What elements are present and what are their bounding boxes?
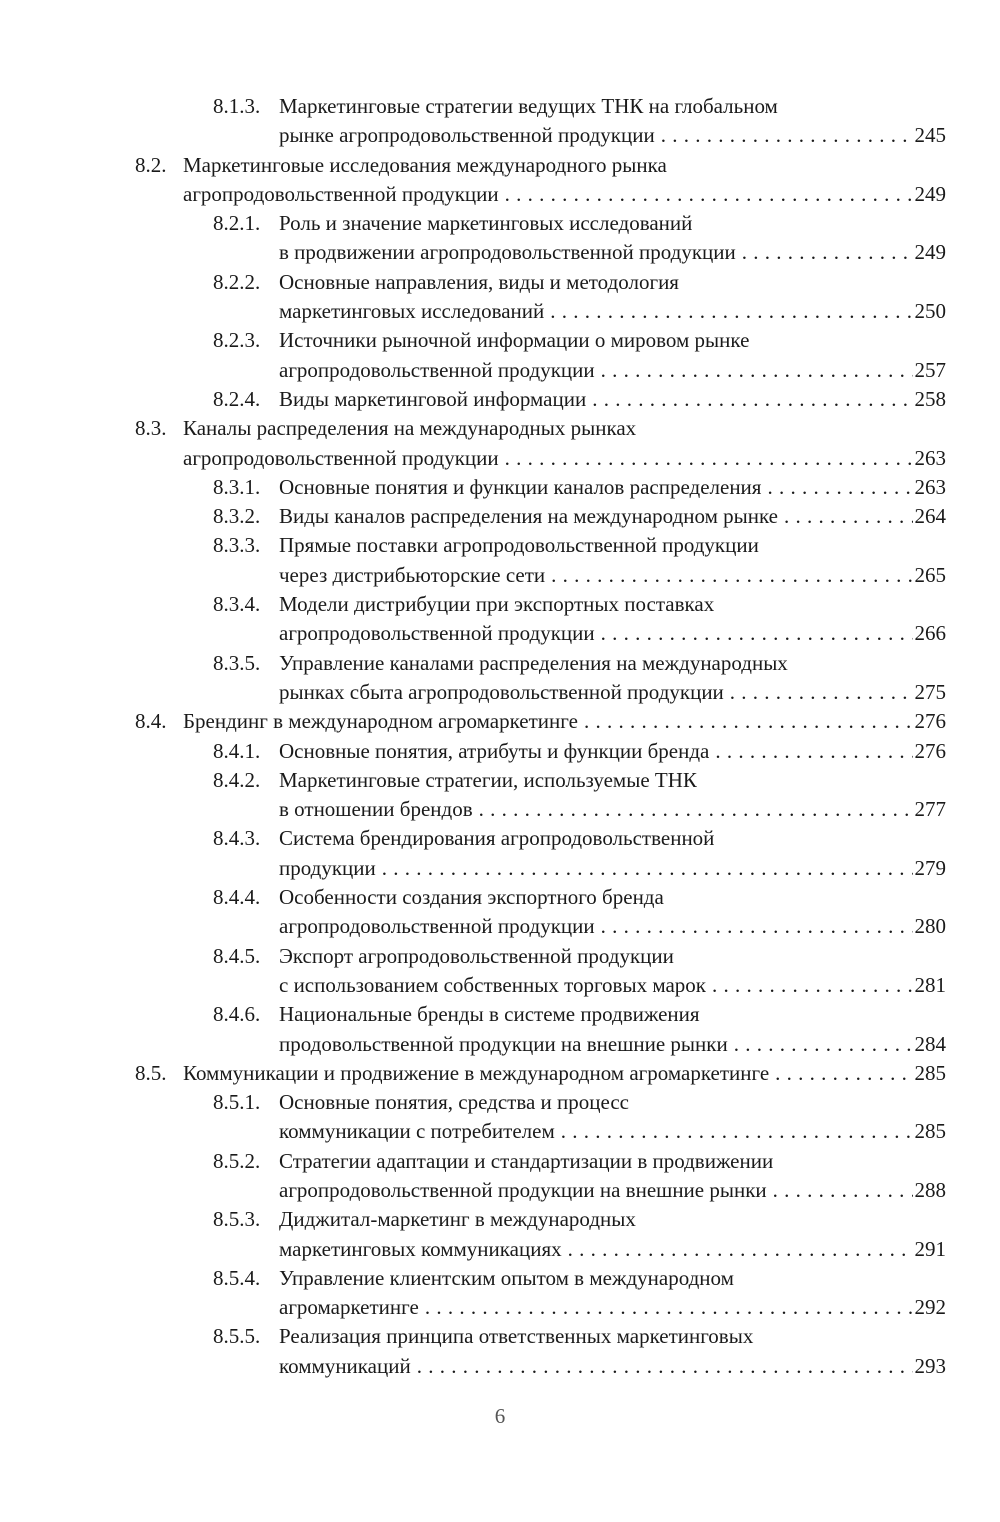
toc-entry-page: 277 xyxy=(914,797,946,822)
toc-entry-page: 249 xyxy=(914,240,946,265)
toc-entry-last-line xyxy=(279,1176,946,1205)
toc-entry-last-line xyxy=(279,473,946,502)
toc-entry-last-line xyxy=(279,1352,946,1381)
toc-subsection-entry xyxy=(135,824,946,883)
toc-subsection-entry xyxy=(135,1000,946,1059)
toc-entry-last-line xyxy=(279,619,946,648)
toc-entry-body xyxy=(279,209,946,268)
toc-entry-body xyxy=(279,385,946,414)
toc-entry-number: 8.4.2. xyxy=(213,767,261,792)
toc-entry-body xyxy=(279,1322,946,1381)
toc-dot-leader xyxy=(586,385,912,414)
toc-dot-leader xyxy=(767,1176,913,1205)
toc-entry-title: Коммуникации и продвижение в международном агромаркетинге xyxy=(183,1060,770,1085)
toc-entry-number: 8.4. xyxy=(135,709,167,734)
toc-section-entry xyxy=(135,1059,946,1088)
toc-dot-leader xyxy=(499,444,913,473)
toc-entry-body xyxy=(279,268,946,327)
toc-entry-last-line xyxy=(279,1117,946,1146)
toc-subsection-entry xyxy=(135,473,946,502)
toc-entry-title: Основные понятия, атрибуты и функции бренда xyxy=(279,738,710,763)
toc-entry-page: 257 xyxy=(914,357,946,382)
toc-entry-title-line: Основные понятия, средства и процесс xyxy=(279,1090,629,1115)
toc-subsection-entry xyxy=(135,766,946,825)
toc-entry-body xyxy=(279,92,946,151)
toc-entry-number: 8.5.1. xyxy=(213,1090,261,1115)
toc-dot-leader xyxy=(545,561,912,590)
toc-entry-page: 284 xyxy=(914,1031,946,1056)
toc-entry-number: 8.5.4. xyxy=(213,1265,261,1290)
toc-entry-page: 280 xyxy=(914,914,946,939)
toc-subsection-entry xyxy=(135,531,946,590)
toc-entry-page: 263 xyxy=(914,474,946,499)
toc-entry-title: продукции xyxy=(279,855,376,880)
toc-subsection-entry xyxy=(135,1147,946,1206)
toc-entry-title-line: Стратегии адаптации и стандартизации в продвижении xyxy=(279,1148,774,1173)
toc-entry-title: через дистрибьюторские сети xyxy=(279,562,546,587)
toc-entry-number: 8.4.6. xyxy=(213,1002,261,1027)
toc-dot-leader xyxy=(736,238,913,267)
page-number: 6 xyxy=(494,1404,506,1428)
toc-subsection-entry xyxy=(135,1322,946,1381)
toc-entry-number: 8.3.4. xyxy=(213,592,261,617)
toc-entry-body xyxy=(279,766,946,825)
toc-entry-last-line xyxy=(183,444,946,473)
toc-entry-title: коммуникации с потребителем xyxy=(279,1119,555,1144)
toc-subsection-entry xyxy=(135,1205,946,1264)
toc-entry-last-line xyxy=(183,1059,946,1088)
toc-subsection-entry xyxy=(135,92,946,151)
toc-dot-leader xyxy=(769,1059,912,1088)
toc-entry-last-line xyxy=(279,1235,946,1264)
toc-entry-body xyxy=(279,942,946,1001)
toc-dot-leader xyxy=(578,707,913,736)
toc-entry-page: 281 xyxy=(914,972,946,997)
toc-entry-last-line xyxy=(279,502,946,531)
toc-entry-body xyxy=(279,1264,946,1323)
toc-entry-number: 8.5. xyxy=(135,1060,167,1085)
toc-subsection-entry xyxy=(135,326,946,385)
toc-dot-leader xyxy=(499,180,913,209)
toc-entry-title-line: Роль и значение маркетинговых исследований xyxy=(279,211,693,236)
toc-entry-page: 263 xyxy=(914,445,946,470)
toc-entry-number: 8.2.2. xyxy=(213,269,261,294)
toc-entry-body xyxy=(279,883,946,942)
toc-entry-last-line xyxy=(279,1030,946,1059)
toc-entry-page: 293 xyxy=(914,1353,946,1378)
toc-entry-body xyxy=(279,1088,946,1147)
toc-entry-title-line: Основные направления, виды и методология xyxy=(279,269,679,294)
toc-entry-last-line xyxy=(279,795,946,824)
toc-entry-title: Виды каналов распределения на международном рынке xyxy=(279,504,778,529)
toc-entry-body xyxy=(279,1205,946,1264)
toc-entry-title-line: Диджитал-маркетинг в международных xyxy=(279,1207,636,1232)
toc-entry-title: агропродовольственной продукции xyxy=(279,357,595,382)
toc-entry-number: 8.5.3. xyxy=(213,1207,261,1232)
toc-entry-page: 245 xyxy=(914,123,946,148)
toc-entry-page: 265 xyxy=(914,562,946,587)
toc-entry-title: агропродовольственной продукции xyxy=(279,914,595,939)
toc-entry-number: 8.2.3. xyxy=(213,328,261,353)
toc-entry-body xyxy=(183,707,946,736)
toc-section-entry xyxy=(135,707,946,736)
toc-entry-page: 285 xyxy=(914,1060,946,1085)
toc-entry-title-line: Маркетинговые исследования международного рынка xyxy=(183,152,667,177)
toc-subsection-entry xyxy=(135,737,946,766)
toc-subsection-entry xyxy=(135,883,946,942)
toc-dot-leader xyxy=(376,854,913,883)
toc-entry-body xyxy=(279,326,946,385)
toc-subsection-entry xyxy=(135,649,946,708)
toc-entry-page: 292 xyxy=(914,1295,946,1320)
toc-entry-title: продовольственной продукции на внешние рынки xyxy=(279,1031,728,1056)
toc-entry-number: 8.3.2. xyxy=(213,504,261,529)
toc-entry-last-line xyxy=(279,561,946,590)
toc-entry-last-line xyxy=(279,238,946,267)
toc-entry-number: 8.4.3. xyxy=(213,826,261,851)
toc-entry-last-line xyxy=(279,385,946,414)
toc-dot-leader xyxy=(724,678,913,707)
toc-entry-title: в отношении брендов xyxy=(279,797,473,822)
toc-entry-number: 8.3.3. xyxy=(213,533,261,558)
toc-entry-title: Основные понятия и функции каналов распределения xyxy=(279,474,762,499)
toc-entry-title: с использованием собственных торговых марок xyxy=(279,972,707,997)
toc-entry-title: агропродовольственной продукции на внешние рынки xyxy=(279,1177,767,1202)
toc-entry-title-line: Маркетинговые стратегии, используемые ТНК xyxy=(279,767,697,792)
toc-entry-number: 8.2.1. xyxy=(213,211,261,236)
toc-entry-last-line xyxy=(279,1293,946,1322)
toc-entry-last-line xyxy=(279,678,946,707)
toc-entry-page: 276 xyxy=(914,738,946,763)
table-of-contents xyxy=(135,92,946,1381)
toc-entry-title: Виды маркетинговой информации xyxy=(279,386,587,411)
toc-entry-number: 8.1.3. xyxy=(213,94,261,118)
toc-entry-last-line xyxy=(279,121,946,150)
toc-section-entry xyxy=(135,151,946,210)
toc-entry-page: 249 xyxy=(914,181,946,206)
toc-entry-number: 8.4.4. xyxy=(213,885,261,910)
toc-entry-title-line: Источники рыночной информации о мировом рынке xyxy=(279,328,750,353)
toc-entry-page: 288 xyxy=(914,1177,946,1202)
toc-entry-title: агропродовольственной продукции xyxy=(183,181,499,206)
toc-subsection-entry xyxy=(135,590,946,649)
toc-entry-body xyxy=(279,824,946,883)
toc-entry-title-line: Реализация принципа ответственных маркетинговых xyxy=(279,1324,754,1349)
toc-subsection-entry xyxy=(135,1088,946,1147)
toc-entry-body xyxy=(279,473,946,502)
toc-entry-last-line xyxy=(279,356,946,385)
toc-dot-leader xyxy=(655,121,913,150)
toc-entry-title: маркетинговых исследований xyxy=(279,299,545,324)
toc-entry-body xyxy=(279,649,946,708)
toc-dot-leader xyxy=(728,1030,913,1059)
toc-entry-body xyxy=(183,151,946,210)
toc-section-entry xyxy=(135,414,946,473)
toc-entry-title-line: Экспорт агропродовольственной продукции xyxy=(279,943,674,968)
toc-entry-body xyxy=(279,502,946,531)
toc-entry-body xyxy=(183,414,946,473)
toc-entry-page: 276 xyxy=(914,709,946,734)
toc-entry-number: 8.4.5. xyxy=(213,943,261,968)
toc-entry-title: агромаркетинге xyxy=(279,1295,419,1320)
toc-entry-number: 8.3. xyxy=(135,416,167,441)
toc-entry-title-line: Модели дистрибуции при экспортных поставках xyxy=(279,592,715,617)
toc-entry-last-line xyxy=(279,912,946,941)
toc-entry-last-line xyxy=(279,971,946,1000)
toc-entry-number: 8.4.1. xyxy=(213,738,261,763)
toc-entry-title: рынке агропродовольственной продукции xyxy=(279,123,655,148)
toc-subsection-entry xyxy=(135,502,946,531)
toc-dot-leader xyxy=(544,297,912,326)
toc-subsection-entry xyxy=(135,942,946,1001)
toc-entry-page: 258 xyxy=(914,386,946,411)
toc-entry-page: 264 xyxy=(914,504,946,529)
toc-entry-page: 285 xyxy=(914,1119,946,1144)
toc-subsection-entry xyxy=(135,268,946,327)
toc-entry-title-line: Прямые поставки агропродовольственной продукции xyxy=(279,533,759,558)
toc-dot-leader xyxy=(595,912,913,941)
toc-entry-page: 250 xyxy=(914,299,946,324)
toc-entry-body xyxy=(279,531,946,590)
toc-entry-title-line: Управление каналами распределения на международных xyxy=(279,650,788,675)
toc-entry-body xyxy=(279,1147,946,1206)
toc-entry-title: рынках сбыта агропродовольственной продукции xyxy=(279,679,724,704)
toc-dot-leader xyxy=(555,1117,913,1146)
toc-dot-leader xyxy=(709,737,912,766)
toc-dot-leader xyxy=(562,1235,913,1264)
toc-dot-leader xyxy=(473,795,913,824)
toc-entry-number: 8.3.1. xyxy=(213,474,261,499)
toc-entry-title: коммуникаций xyxy=(279,1353,411,1378)
toc-entry-page: 291 xyxy=(914,1236,946,1261)
toc-dot-leader xyxy=(595,619,913,648)
toc-entry-body xyxy=(279,1000,946,1059)
toc-dot-leader xyxy=(706,971,912,1000)
toc-entry-title: агропродовольственной продукции xyxy=(183,445,499,470)
toc-entry-last-line xyxy=(279,854,946,883)
toc-entry-body xyxy=(279,590,946,649)
toc-dot-leader xyxy=(411,1352,913,1381)
toc-dot-leader xyxy=(778,502,913,531)
toc-entry-last-line xyxy=(279,297,946,326)
toc-dot-leader xyxy=(419,1293,913,1322)
toc-entry-title-line: Управление клиентским опытом в международном xyxy=(279,1265,734,1290)
toc-entry-number: 8.5.2. xyxy=(213,1148,261,1173)
toc-entry-number: 8.2.4. xyxy=(213,386,261,411)
toc-subsection-entry xyxy=(135,385,946,414)
toc-entry-title: агропродовольственной продукции xyxy=(279,621,595,646)
toc-entry-title: маркетинговых коммуникациях xyxy=(279,1236,562,1261)
toc-entry-last-line xyxy=(183,180,946,209)
toc-entry-last-line xyxy=(279,737,946,766)
toc-entry-page: 266 xyxy=(914,621,946,646)
toc-entry-last-line xyxy=(183,707,946,736)
toc-entry-title-line: Национальные бренды в системе продвижения xyxy=(279,1002,700,1027)
toc-entry-page: 279 xyxy=(914,855,946,880)
toc-entry-title-line: Маркетинговые стратегии ведущих ТНК на глобальном xyxy=(279,94,778,118)
toc-entry-title-line: Каналы распределения на международных рынках xyxy=(183,416,637,441)
toc-subsection-entry xyxy=(135,209,946,268)
toc-entry-number: 8.3.5. xyxy=(213,650,261,675)
toc-entry-number: 8.2. xyxy=(135,152,167,177)
toc-subsection-entry xyxy=(135,1264,946,1323)
toc-entry-title-line: Особенности создания экспортного бренда xyxy=(279,885,664,910)
toc-dot-leader xyxy=(761,473,912,502)
toc-entry-body xyxy=(183,1059,946,1088)
toc-entry-number: 8.5.5. xyxy=(213,1324,261,1349)
toc-entry-body xyxy=(279,737,946,766)
toc-entry-title: в продвижении агропродовольственной продукции xyxy=(279,240,736,265)
toc-dot-leader xyxy=(595,356,913,385)
toc-entry-page: 275 xyxy=(914,679,946,704)
toc-entry-title: Брендинг в международном агромаркетинге xyxy=(183,709,578,734)
toc-entry-title-line: Система брендирования агропродовольственной xyxy=(279,826,715,851)
